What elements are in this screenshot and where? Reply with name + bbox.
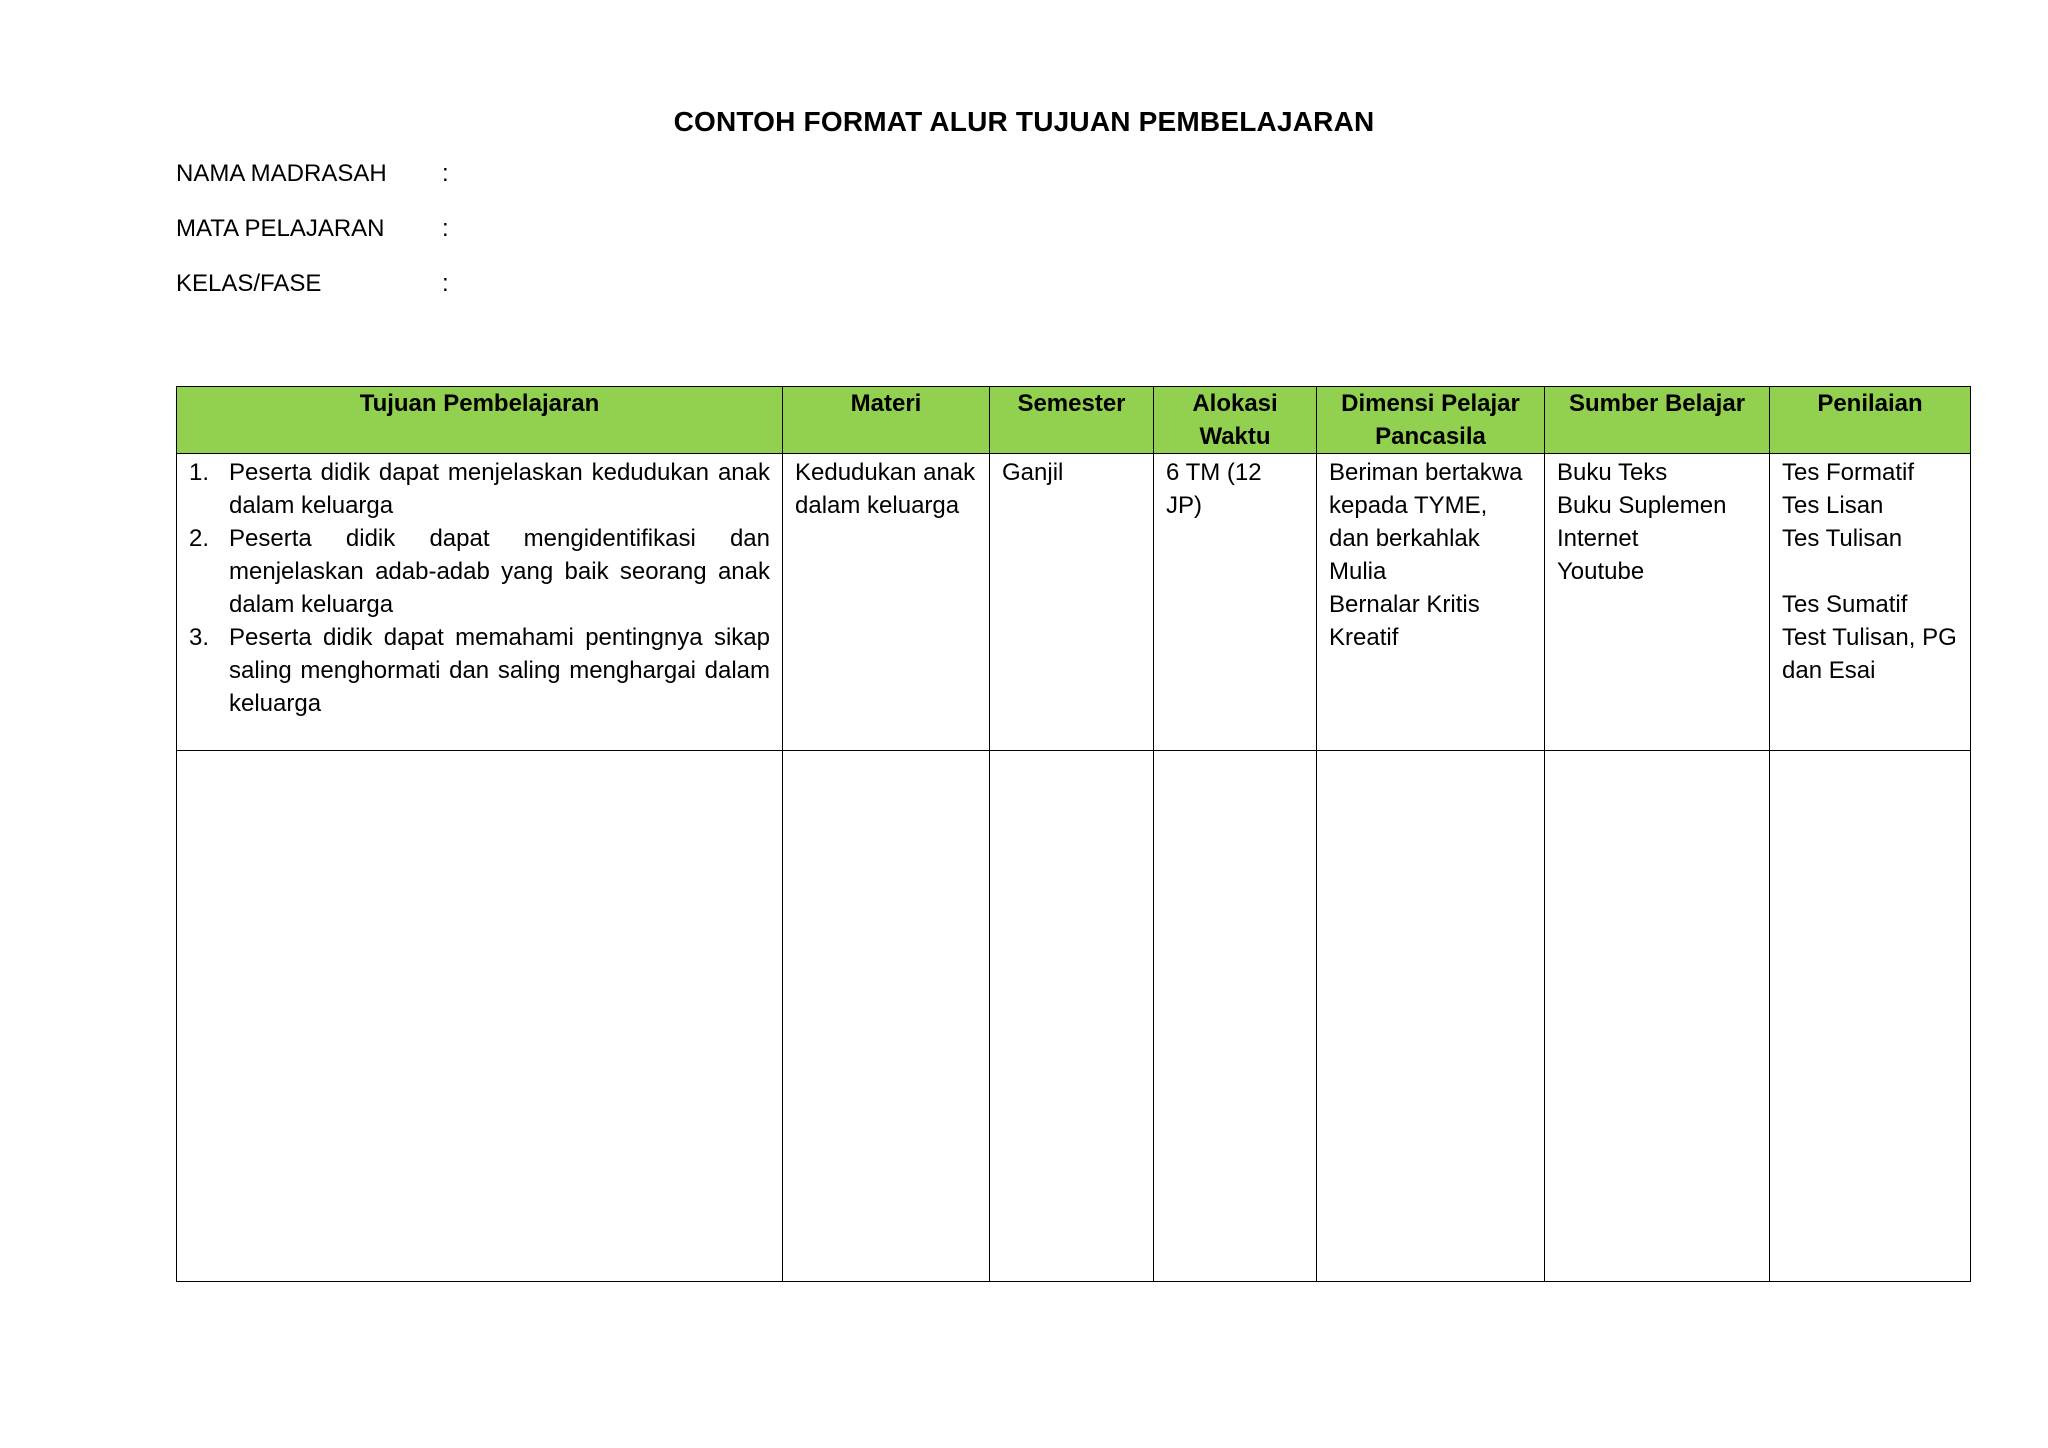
empty-cell (783, 751, 990, 1282)
meta-row-mata-pelajaran (176, 215, 462, 270)
cell-dimensi (1317, 454, 1545, 751)
header-alokasi: Alokasi Waktu (1154, 387, 1317, 454)
header-sumber: Sumber Belajar (1545, 387, 1770, 454)
meta-label: KELAS/FASE (176, 270, 322, 297)
sumber-item: Buku Teks (1557, 459, 1668, 486)
cell-materi: Kedudukan anak dalam keluarga (783, 454, 990, 751)
penilaian-item: Tes Lisan (1782, 492, 1884, 519)
sumber-item: Buku Suplemen (1557, 492, 1727, 519)
spacer (1782, 555, 1958, 588)
empty-cell (990, 751, 1154, 1282)
meta-label: NAMA MADRASAH (176, 160, 387, 187)
header-penilaian: Penilaian (1770, 387, 1971, 454)
meta-colon: : (442, 215, 449, 242)
penilaian-item: Test Tulisan, PG dan Esai (1782, 624, 1957, 684)
list-item: Peserta didik dapat mengidentifikasi dan menjelaskan adab-adab yang baik seorang anak dalam keluarga (229, 525, 770, 618)
cell-semester: Ganjil (990, 454, 1154, 751)
cell-sumber (1545, 454, 1770, 751)
empty-cell (1545, 751, 1770, 1282)
table-row-empty (177, 751, 1971, 1282)
cell-alokasi: 6 TM (12 JP) (1154, 454, 1317, 751)
meta-colon: : (442, 160, 449, 187)
dimensi-item: Kreatif (1329, 624, 1399, 651)
list-item: Peserta didik dapat memahami pentingnya sikap saling menghormati dan saling menghargai dalam keluarga (229, 624, 770, 717)
header-semester: Semester (990, 387, 1154, 454)
cell-tujuan (177, 454, 783, 751)
penilaian-item: Tes Sumatif (1782, 591, 1908, 618)
table-row (177, 454, 1971, 751)
header-tujuan: Tujuan Pembelajaran (177, 387, 783, 454)
dimensi-item: Bernalar Kritis (1329, 591, 1480, 618)
dimensi-item: Beriman bertakwa kepada TYME, dan berkahlak Mulia (1329, 459, 1523, 585)
penilaian-item: Tes Tulisan (1782, 525, 1903, 552)
meta-colon: : (442, 270, 449, 297)
meta-label: MATA PELAJARAN (176, 215, 385, 242)
identity-fields (176, 160, 462, 325)
empty-cell (1770, 751, 1971, 1282)
sumber-item: Internet (1557, 525, 1639, 552)
learning-objectives-table (176, 386, 1971, 1282)
sumber-item: Youtube (1557, 558, 1645, 585)
penilaian-item: Tes Formatif (1782, 459, 1915, 486)
meta-row-nama-madrasah (176, 160, 462, 215)
meta-row-kelas-fase (176, 270, 462, 325)
empty-cell (177, 751, 783, 1282)
empty-cell (1317, 751, 1545, 1282)
cell-penilaian (1770, 454, 1971, 751)
header-dimensi: Dimensi Pelajar Pancasila (1317, 387, 1545, 454)
list-item: Peserta didik dapat menjelaskan kedudukan anak dalam keluarga (229, 459, 770, 519)
document-title: CONTOH FORMAT ALUR TUJUAN PEMBELAJARAN (673, 106, 1375, 137)
empty-cell (1154, 751, 1317, 1282)
goals-list (189, 456, 770, 720)
table-header-row (177, 387, 1971, 454)
header-materi: Materi (783, 387, 990, 454)
